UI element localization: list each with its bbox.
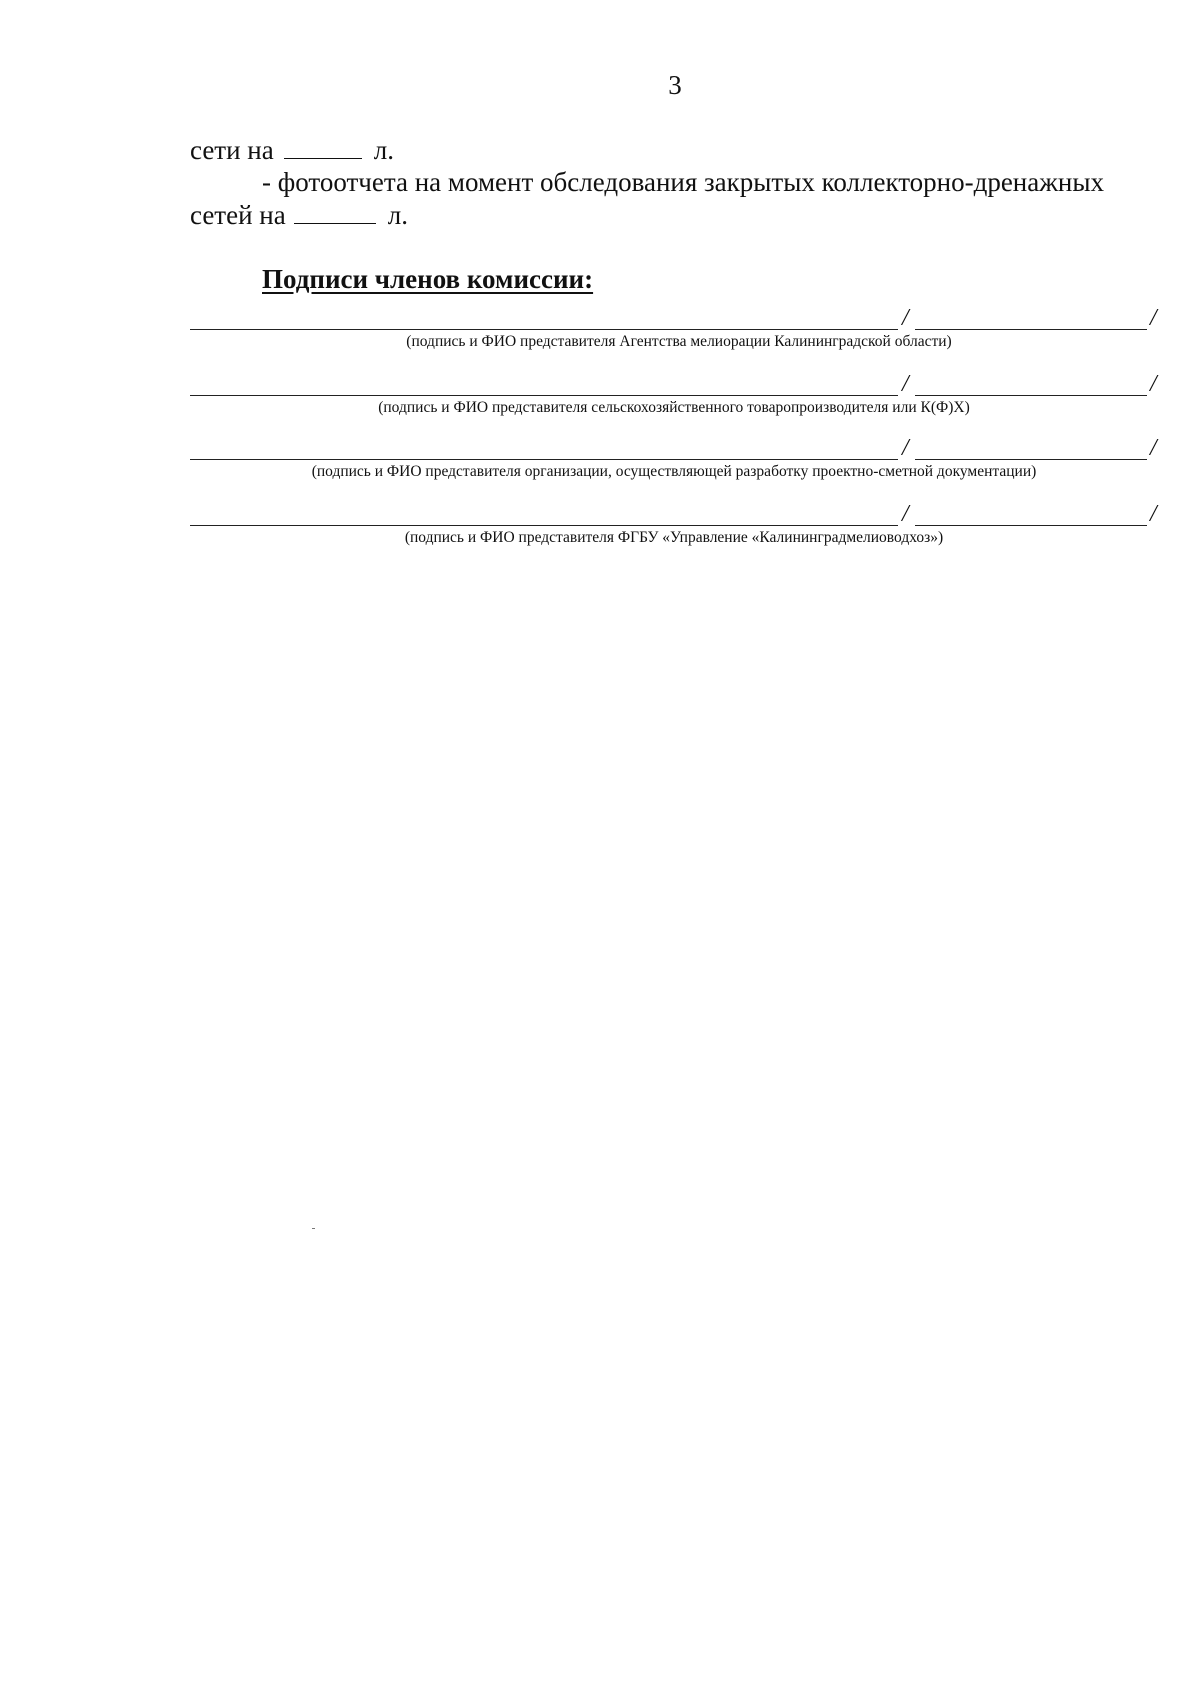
network-sheets-line <box>190 134 394 166</box>
scan-speck <box>312 1228 315 1229</box>
signature-line <box>190 525 898 526</box>
separator-slash: / <box>1150 435 1157 461</box>
separator-slash: / <box>902 435 909 461</box>
signature-block-design-org <box>190 434 1158 484</box>
signature-line <box>190 395 898 396</box>
separator-slash: / <box>902 371 909 397</box>
networks-sheets-label: сетей на <box>190 200 286 230</box>
signature-caption: (подпись и ФИО представителя ФГБУ «Управление «Калининградмелиоводхоз») <box>404 529 944 546</box>
separator-slash: / <box>1150 371 1157 397</box>
separator-slash: / <box>1150 501 1157 527</box>
network-sheets-label: сети на <box>190 135 274 165</box>
signature-line <box>190 459 898 460</box>
signature-caption: (подпись и ФИО представителя Агентства мелиорации Калининградской области) <box>406 333 952 350</box>
networks-sheets-blank <box>294 201 376 224</box>
signature-block-producer <box>190 370 1158 420</box>
signature-caption: (подпись и ФИО представителя организации, осуществляющей разработку проектно-сметной документации) <box>311 463 1037 480</box>
photo-report-line: - фотоотчета на момент обследования закрытых коллекторно-дренажных <box>262 167 1104 197</box>
separator-slash: / <box>1150 305 1157 331</box>
signatures-heading: Подписи членов комиссии: <box>262 264 594 294</box>
name-line <box>915 329 1147 330</box>
separator-slash: / <box>902 305 909 331</box>
network-sheets-blank <box>284 136 362 159</box>
sheets-abbrev: л. <box>373 135 394 165</box>
signature-line <box>190 329 898 330</box>
name-line <box>915 395 1147 396</box>
signature-block-agency <box>190 304 1158 354</box>
signature-caption: (подпись и ФИО представителя сельскохозяйственного товаропроизводителя или К(Ф)Х) <box>378 399 970 416</box>
sheets-abbrev: л. <box>387 200 408 230</box>
page-number: 3 <box>668 70 682 100</box>
networks-sheets-line <box>190 199 408 231</box>
name-line <box>915 459 1147 460</box>
name-line <box>915 525 1147 526</box>
separator-slash: / <box>902 501 909 527</box>
signature-block-fgbu <box>190 500 1158 550</box>
